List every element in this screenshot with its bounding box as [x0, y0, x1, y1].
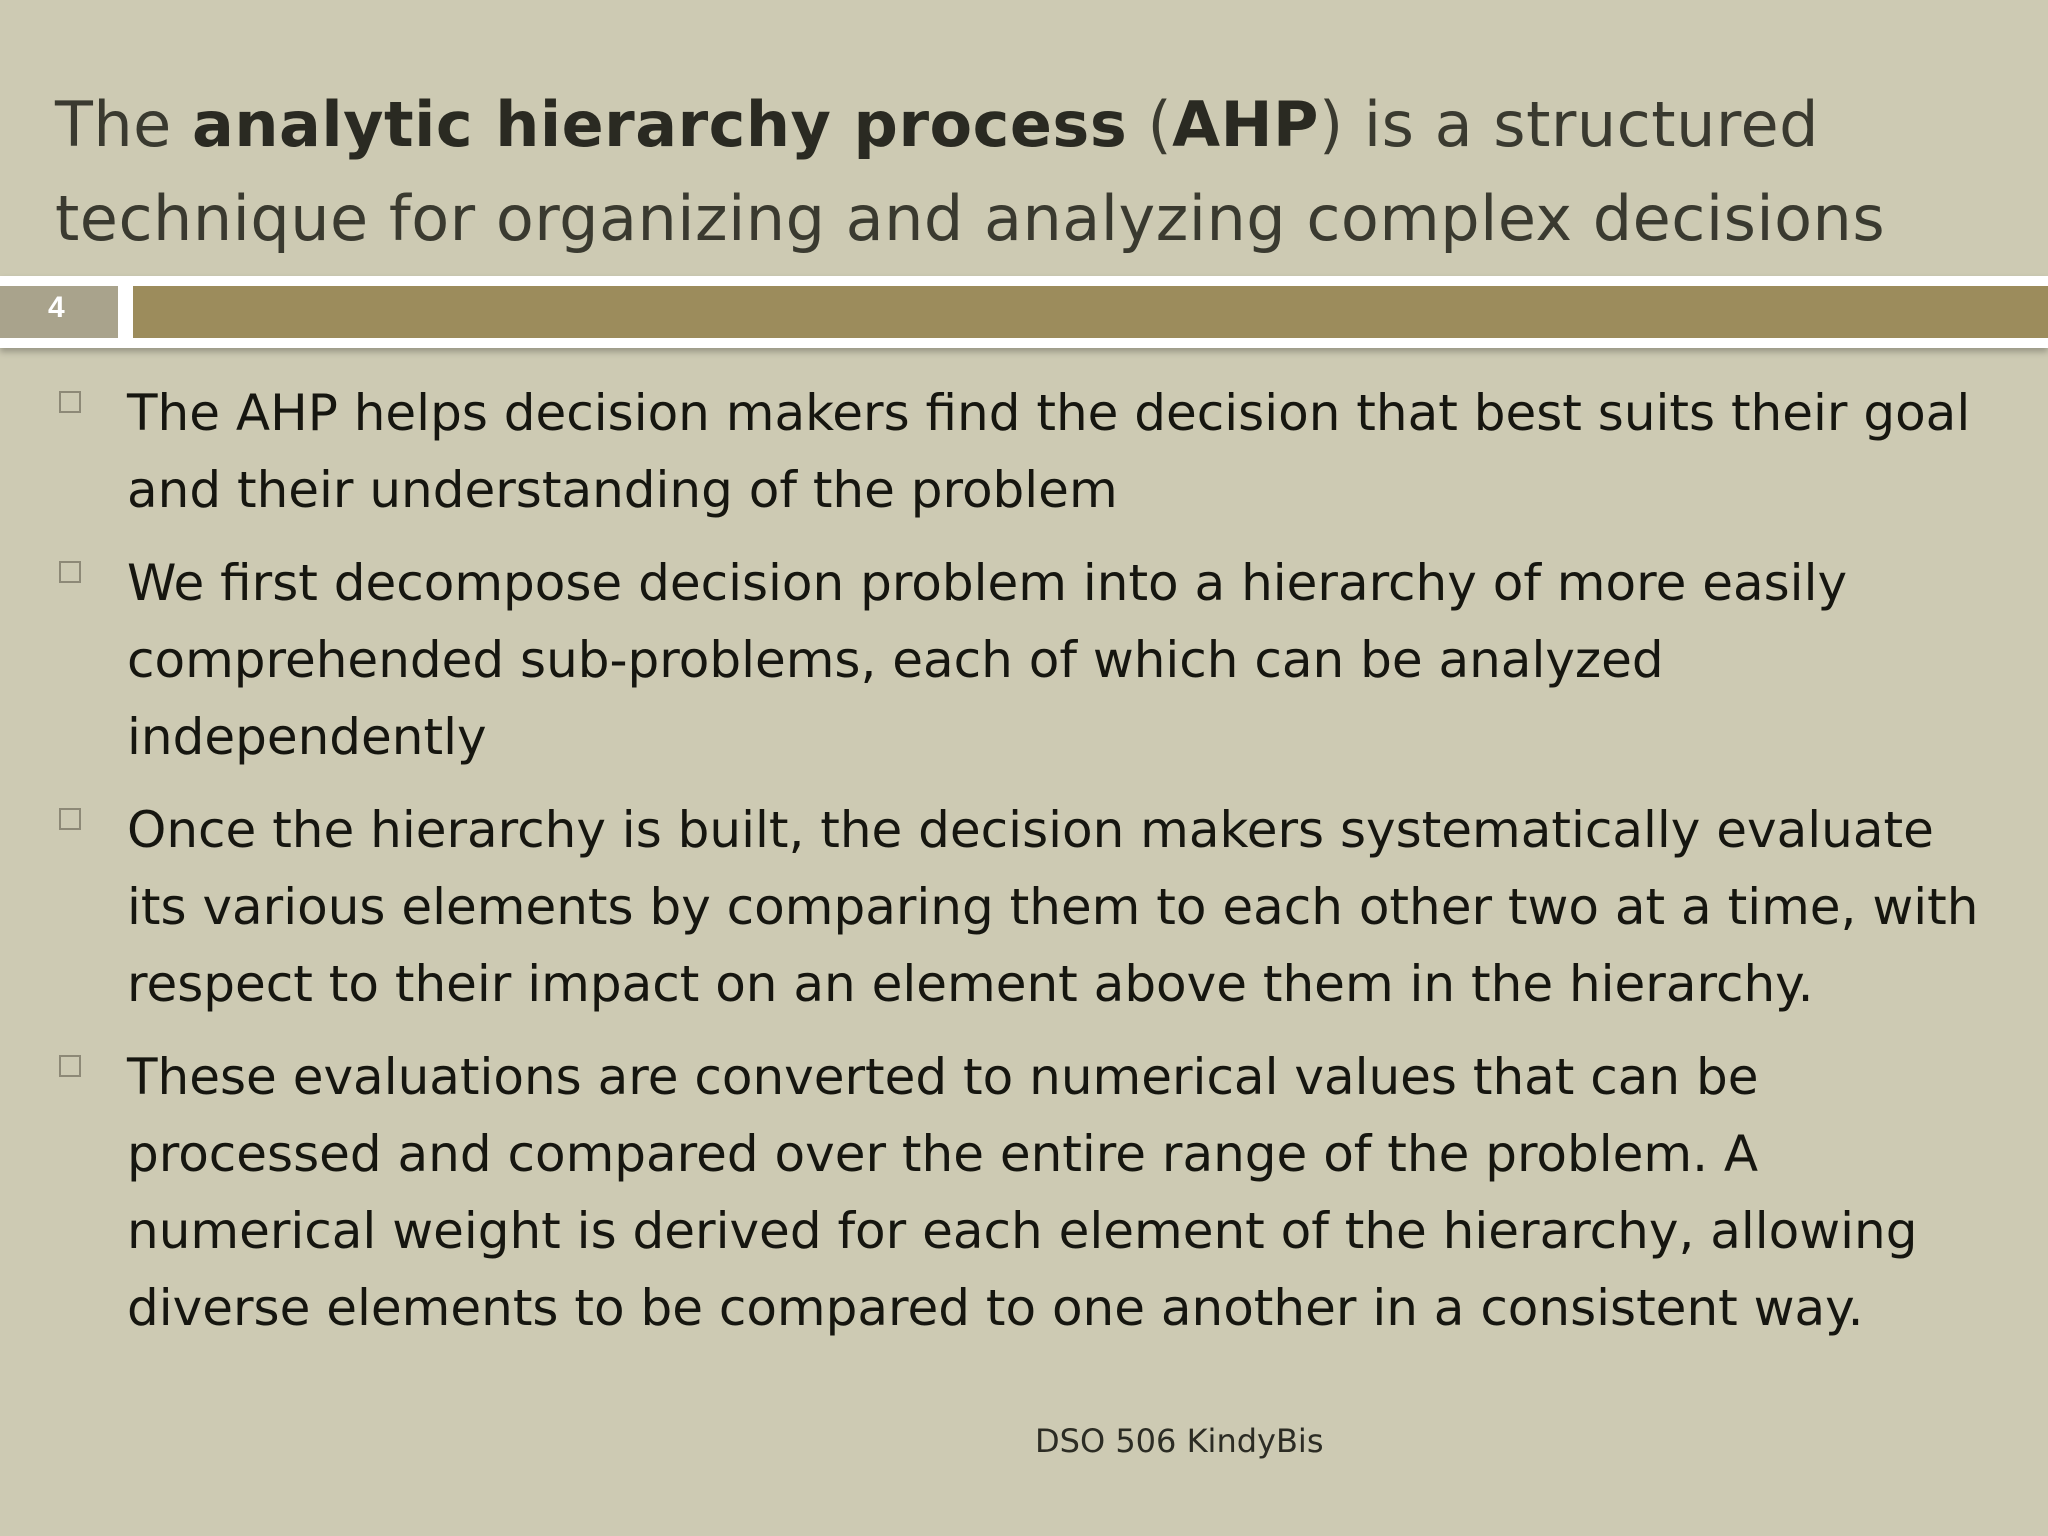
bullet-text-line: comprehended sub-problems, each of which can be analyzed — [127, 631, 1664, 689]
bullet-text-line: its various elements by comparing them to each other two at a time, with — [127, 878, 1979, 936]
title-suffix: ) is a structured — [1318, 88, 1820, 161]
title-bold-term: analytic hierarchy process — [192, 88, 1128, 161]
square-bullet-icon — [59, 808, 81, 830]
bullet-item — [0, 545, 2048, 776]
square-bullet-icon — [59, 391, 81, 413]
header-divider-bar — [0, 276, 2048, 348]
title-line-2: technique for organizing and analyzing complex decisions — [55, 182, 1886, 255]
bullet-item — [0, 792, 2048, 1023]
bullet-text-line: These evaluations are converted to numerical values that can be — [127, 1048, 1759, 1106]
accent-band — [133, 286, 2048, 338]
bullet-text-line: numerical weight is derived for each element of the hierarchy, allowing — [127, 1202, 1918, 1260]
title-middle: ( — [1127, 88, 1173, 161]
slide-number-box — [0, 286, 118, 338]
title-abbreviation: AHP — [1172, 88, 1319, 161]
title-line-1 — [55, 78, 2015, 172]
slide-title — [55, 78, 2015, 266]
bullet-item — [0, 1039, 2048, 1347]
bullet-list — [0, 375, 2048, 1363]
bullet-text-line: Once the hierarchy is built, the decision makers systematically evaluate — [127, 801, 1934, 859]
slide-number: 4 — [48, 291, 65, 324]
bullet-text-line: and their understanding of the problem — [127, 461, 1118, 519]
bullet-text-line: processed and compared over the entire range of the problem. A — [127, 1125, 1759, 1183]
bullet-text-line: diverse elements to be compared to one another in a consistent way. — [127, 1279, 1864, 1337]
square-bullet-icon — [59, 561, 81, 583]
bullet-text-line: The AHP helps decision makers find the decision that best suits their goal — [127, 384, 1971, 442]
bullet-text-line: We first decompose decision problem into a hierarchy of more easily — [127, 554, 1848, 612]
bullet-text-line: respect to their impact on an element above them in the hierarchy. — [127, 955, 1814, 1013]
square-bullet-icon — [59, 1055, 81, 1077]
slide-footer: DSO 506 KindyBis — [1035, 1422, 1324, 1460]
title-prefix: The — [55, 88, 193, 161]
bullet-item — [0, 375, 2048, 529]
bullet-text-line: independently — [127, 708, 487, 766]
